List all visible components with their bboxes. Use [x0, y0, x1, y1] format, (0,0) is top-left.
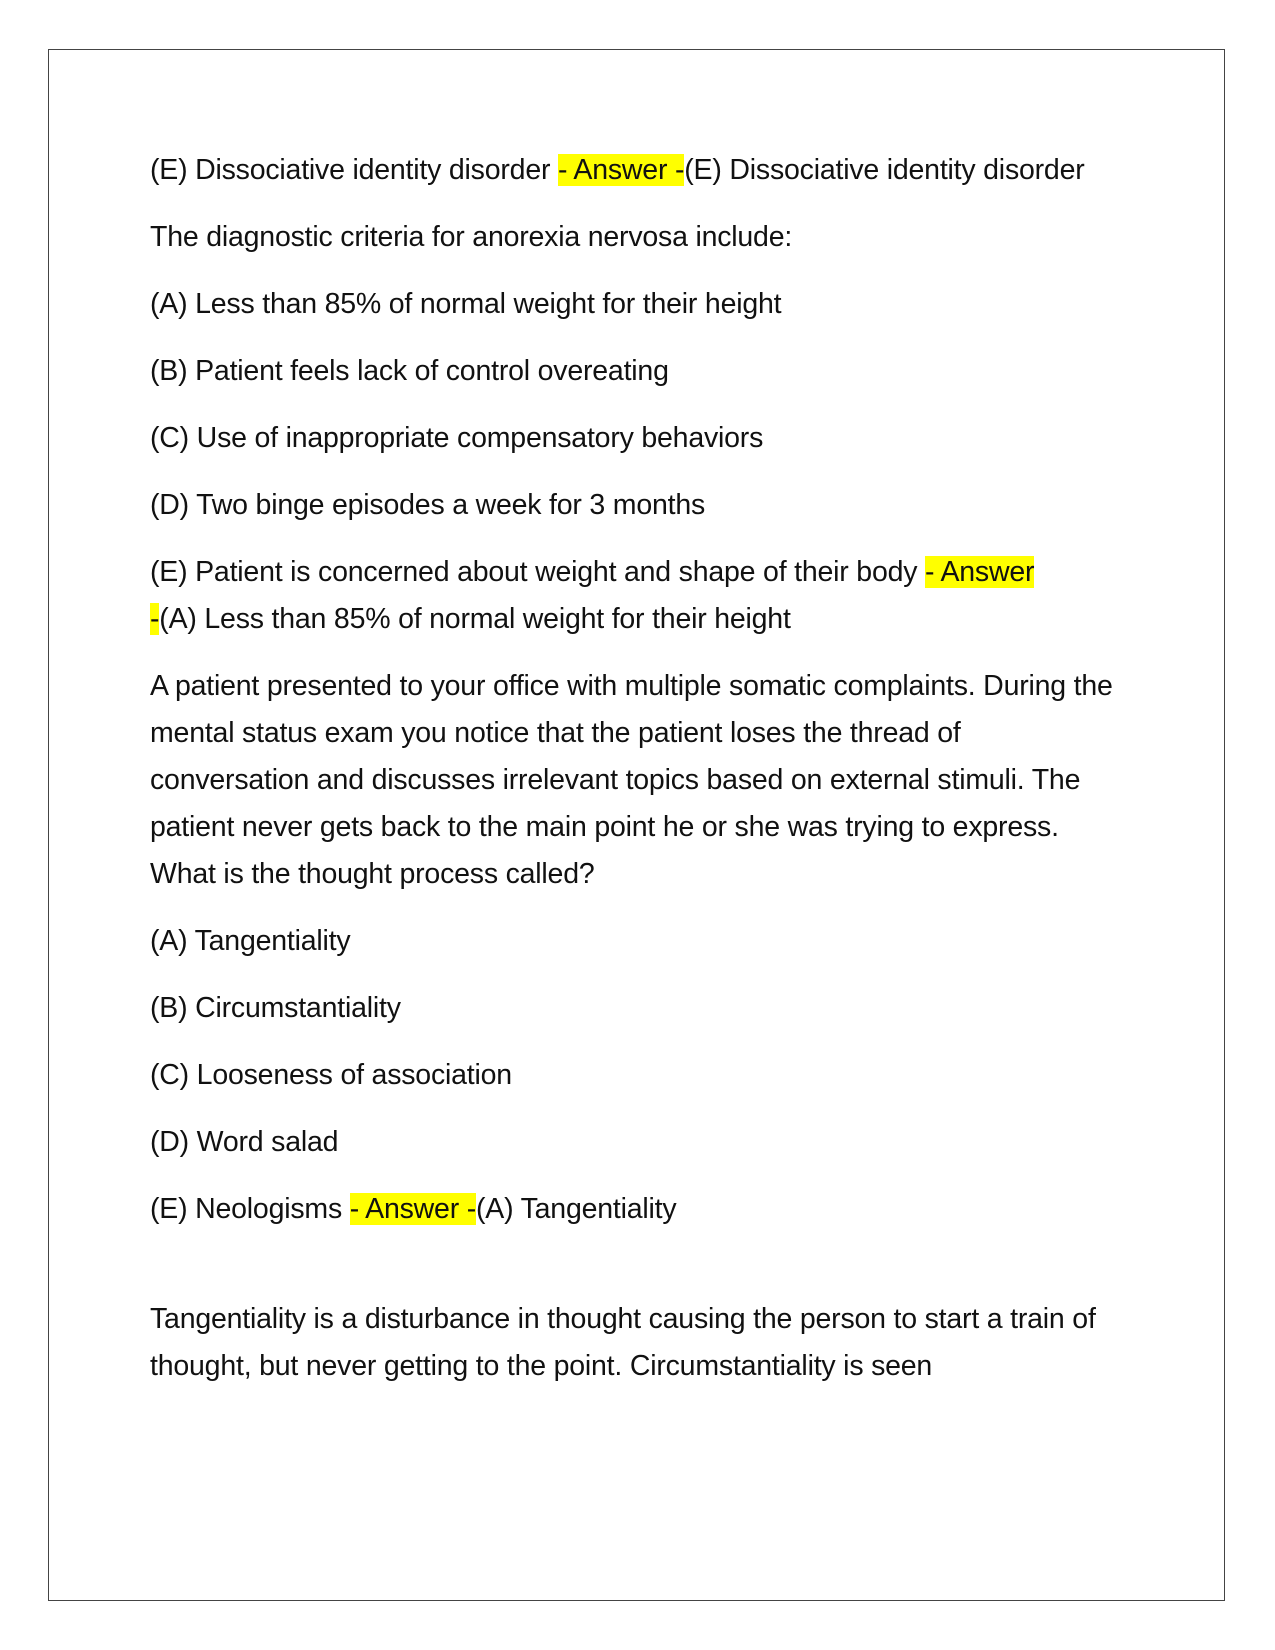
q1-answer: (E) Dissociative identity disorder: [684, 154, 1085, 186]
q2-answer-marker-1: - Answer: [925, 556, 1035, 588]
q2-answer: (A) Less than 85% of normal weight for their height: [159, 603, 791, 635]
q2-option-e-answer: [150, 549, 1125, 643]
q1-answer-marker: - Answer -: [557, 154, 685, 186]
q1-option-e: (E) Dissociative identity disorder: [150, 154, 558, 186]
q2-option-a: (A) Less than 85% of normal weight for their height: [150, 288, 782, 320]
q2-option-d: (D) Two binge episodes a week for 3 months: [150, 489, 706, 521]
q3-option-e: (E) Neologisms: [150, 1193, 350, 1225]
paragraph-gap: [150, 1253, 1125, 1296]
q2-option-e: (E) Patient is concerned about weight and shape of their body: [150, 556, 926, 588]
explanation-paragraph: Tangentiality is a disturbance in thought causing the person to start a train of thought, but never getting to the point. Circumstantiality is seen: [150, 1303, 1096, 1382]
q3-answer: (A) Tangentiality: [476, 1193, 677, 1225]
q3-answer-marker: - Answer -: [349, 1193, 476, 1225]
q3-option-e-answer: [150, 1186, 1125, 1233]
q2-option-b: (B) Patient feels lack of control overeating: [150, 355, 669, 387]
q1-option-e-answer: [150, 147, 1125, 194]
q3-question: A patient presented to your office with multiple somatic complaints. During the mental status exam you notice that the patient loses the thread of conversation and discusses irrelevant topics based on external stimuli. The patient never gets back to the main point he or she was trying to express. What is the thought process called?: [150, 670, 1113, 890]
q3-option-c: (C) Looseness of association: [150, 1059, 512, 1091]
q2-question: The diagnostic criteria for anorexia nervosa include:: [150, 221, 793, 253]
q3-option-d: (D) Word salad: [150, 1126, 339, 1158]
q2-option-c: (C) Use of inappropriate compensatory behaviors: [150, 422, 764, 454]
q3-option-a: (A) Tangentiality: [150, 925, 351, 957]
q2-answer-marker-2: -: [150, 603, 160, 635]
document-body: [150, 147, 1125, 1410]
q3-option-b: (B) Circumstantiality: [150, 992, 401, 1024]
